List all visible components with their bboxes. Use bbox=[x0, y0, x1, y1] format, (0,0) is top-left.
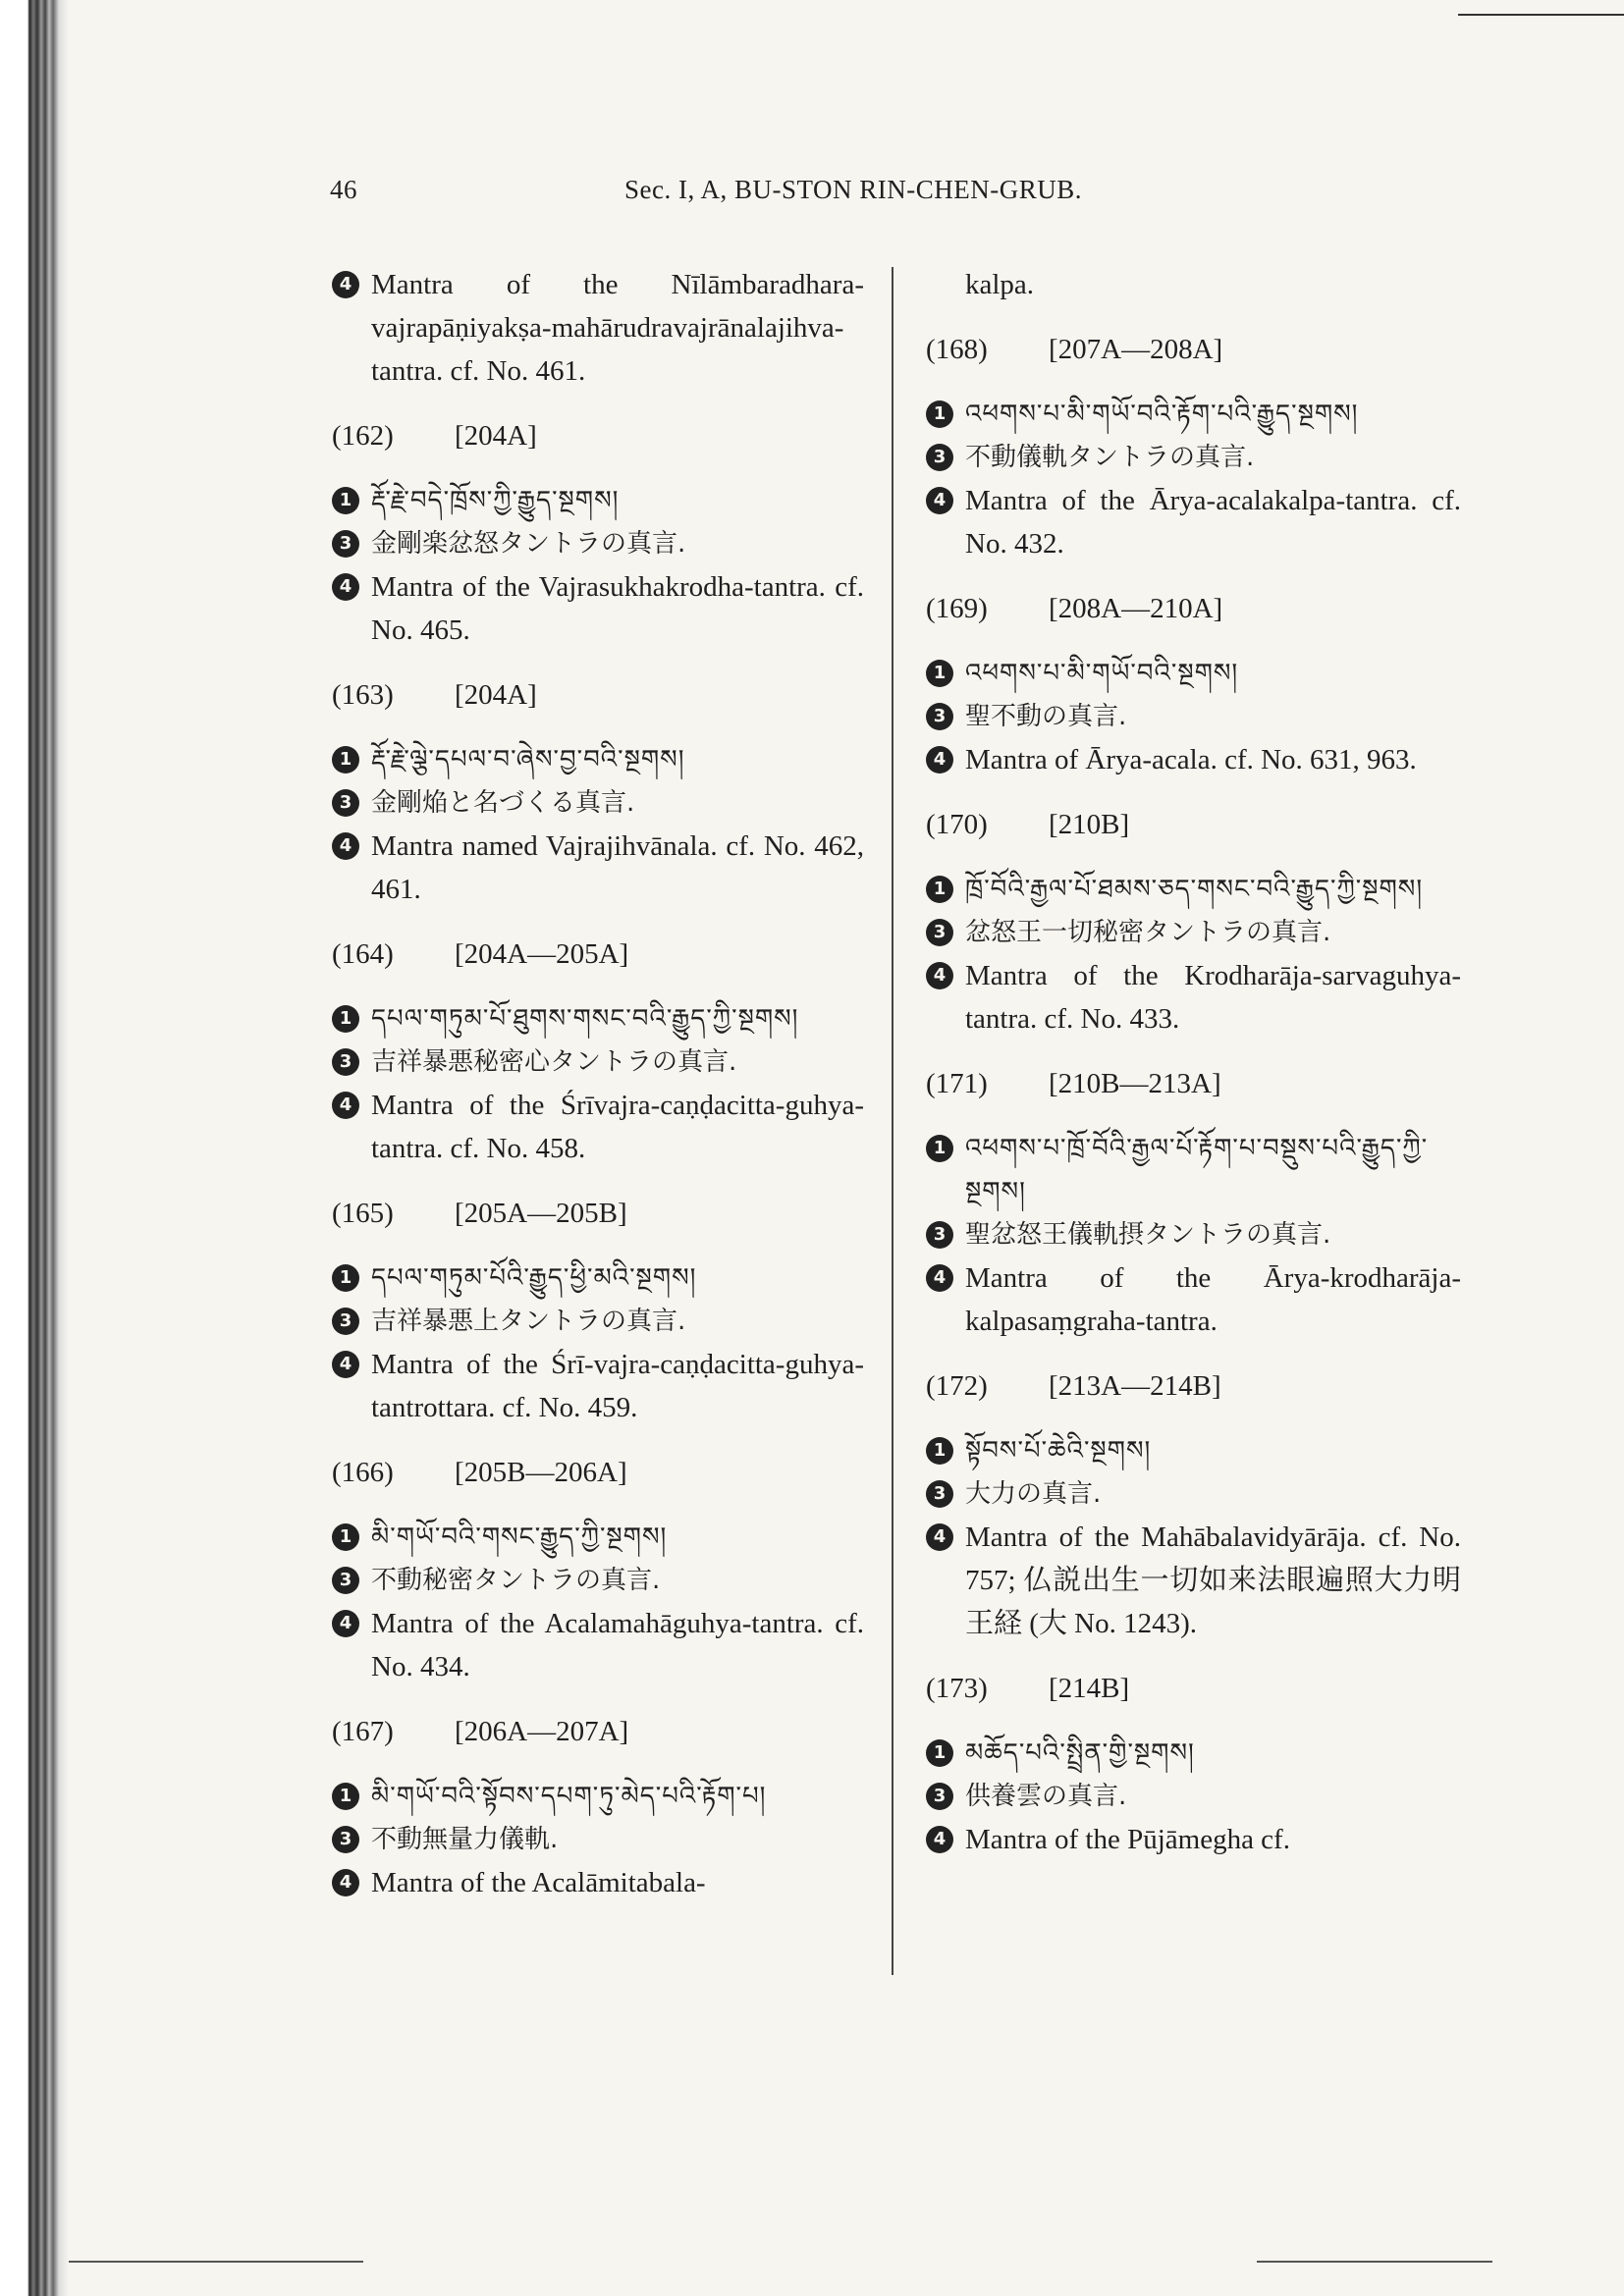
english-marker-icon: 4 bbox=[926, 487, 953, 514]
catalog-entry bbox=[332, 414, 864, 652]
entry-heading bbox=[926, 328, 1461, 371]
entry-heading bbox=[926, 1062, 1461, 1105]
english-line bbox=[332, 1861, 864, 1904]
tibetan-text: དཔལ་གཏུམ་པོའི་རྒྱུད་ཕྱི་མའི་སྔགས། bbox=[371, 1263, 697, 1293]
tibetan-marker-icon: 1 bbox=[332, 1523, 359, 1551]
japanese-line bbox=[926, 1775, 1461, 1818]
tibetan-marker-icon: 1 bbox=[332, 1005, 359, 1033]
entry-number: (164) bbox=[332, 938, 394, 970]
bottom-rule-right bbox=[1257, 2261, 1492, 2263]
bottom-rule-left bbox=[69, 2261, 363, 2263]
tibetan-line bbox=[332, 1775, 864, 1818]
catalog-entry bbox=[926, 803, 1461, 1041]
tibetan-marker-icon: 1 bbox=[926, 1739, 953, 1767]
japanese-marker-icon: 3 bbox=[926, 703, 953, 730]
tibetan-marker-icon: 1 bbox=[926, 1135, 953, 1162]
entry-heading bbox=[332, 1192, 864, 1235]
japanese-marker-icon: 3 bbox=[332, 530, 359, 558]
page-edge-rule bbox=[1458, 14, 1624, 16]
japanese-line bbox=[332, 1818, 864, 1861]
japanese-line bbox=[926, 1213, 1461, 1256]
english-marker-icon: 4 bbox=[332, 1351, 359, 1378]
entry-heading bbox=[926, 1667, 1461, 1710]
japanese-marker-icon: 3 bbox=[926, 1783, 953, 1810]
japanese-line bbox=[332, 1041, 864, 1084]
entry-number: (173) bbox=[926, 1673, 988, 1704]
tibetan-text: རྡོ་རྗེ་བདེ་ཁྲོས་ཀྱི་རྒྱུད་སྔགས། bbox=[371, 486, 620, 515]
catalog-entry bbox=[926, 1062, 1461, 1343]
japanese-line bbox=[332, 781, 864, 825]
tibetan-marker-icon: 1 bbox=[926, 660, 953, 687]
catalog-entry bbox=[926, 1364, 1461, 1645]
entry-heading bbox=[926, 803, 1461, 846]
entry-number: (167) bbox=[332, 1716, 394, 1747]
english-text: Mantra of the Krodharāja-sarvaguhya-tantra. cf. No. 433. bbox=[965, 960, 1461, 1035]
english-line bbox=[926, 954, 1461, 1041]
japanese-marker-icon: 3 bbox=[926, 1221, 953, 1249]
japanese-marker-icon: 3 bbox=[332, 789, 359, 817]
tibetan-line bbox=[332, 738, 864, 781]
folio-range: [207A—208A] bbox=[1049, 334, 1223, 365]
tibetan-line bbox=[926, 652, 1461, 695]
japanese-marker-icon: 3 bbox=[926, 919, 953, 946]
english-text: Mantra of Ārya-acala. cf. No. 631, 963. bbox=[965, 744, 1417, 775]
english-text: Mantra of the Śrīvajra-caṇḍacitta-guhya-tantra. cf. No. 458. bbox=[371, 1090, 864, 1164]
page-number: 46 bbox=[330, 175, 357, 204]
column-divider bbox=[892, 267, 893, 1975]
japanese-line bbox=[926, 695, 1461, 738]
english-marker-icon: 4 bbox=[926, 746, 953, 774]
entry-heading bbox=[926, 587, 1461, 630]
japanese-text: 吉祥暴悪上タントラの真言. bbox=[371, 1307, 686, 1336]
folio-range: [205A—205B] bbox=[455, 1198, 627, 1229]
entry-number: (163) bbox=[332, 679, 394, 711]
english-marker-icon: 4 bbox=[926, 962, 953, 989]
continued-entry bbox=[332, 263, 864, 393]
japanese-text: 金剛楽忿怒タントラの真言. bbox=[371, 529, 686, 559]
english-line bbox=[332, 1084, 864, 1170]
english-line bbox=[926, 1516, 1461, 1645]
japanese-text: 吉祥暴悪秘密心タントラの真言. bbox=[371, 1047, 737, 1077]
english-marker-icon: 4 bbox=[332, 1092, 359, 1119]
english-text: Mantra named Vajrajihvānala. cf. No. 462, 461. bbox=[371, 830, 864, 905]
english-marker-icon: 4 bbox=[332, 1869, 359, 1896]
tibetan-marker-icon: 1 bbox=[926, 1437, 953, 1465]
japanese-text: 聖忿怒王儀軌摂タントラの真言. bbox=[965, 1220, 1331, 1250]
english-marker-icon: 4 bbox=[332, 271, 359, 298]
english-text: Mantra of the Mahābalavidyārāja. cf. No. 757; 仏説出生一切如来法眼遍照大力明王経 (大 No. 1243). bbox=[965, 1522, 1461, 1639]
entry-heading bbox=[332, 414, 864, 457]
japanese-text: 不動秘密タントラの真言. bbox=[371, 1566, 661, 1595]
japanese-line bbox=[926, 436, 1461, 479]
tibetan-line bbox=[332, 1516, 864, 1559]
japanese-text: 供養雲の真言. bbox=[965, 1782, 1127, 1811]
tibetan-marker-icon: 1 bbox=[332, 1783, 359, 1810]
japanese-text: 忿怒王一切秘密タントラの真言. bbox=[965, 918, 1331, 947]
entry-heading bbox=[332, 673, 864, 717]
english-text: kalpa. bbox=[965, 269, 1035, 300]
english-marker-icon: 4 bbox=[926, 1523, 953, 1551]
japanese-line bbox=[332, 1559, 864, 1602]
tibetan-line bbox=[926, 1429, 1461, 1472]
entry-heading bbox=[332, 1710, 864, 1753]
folio-range: [210B—213A] bbox=[1049, 1068, 1221, 1099]
japanese-line bbox=[926, 1472, 1461, 1516]
running-header bbox=[330, 175, 1459, 214]
tibetan-line bbox=[926, 393, 1461, 436]
tibetan-text: མཆོད་པའི་སྤྲིན་གྱི་སྔགས། bbox=[965, 1738, 1195, 1768]
catalog-entry bbox=[332, 1451, 864, 1688]
english-text: Mantra of the Ārya-acalakalpa-tantra. cf. No. 432. bbox=[965, 485, 1461, 560]
right-column bbox=[926, 263, 1461, 1883]
japanese-text: 聖不動の真言. bbox=[965, 702, 1127, 731]
entry-number: (166) bbox=[332, 1457, 394, 1488]
english-line bbox=[926, 1818, 1461, 1861]
folio-range: [204A] bbox=[455, 679, 537, 711]
entry-heading bbox=[926, 1364, 1461, 1408]
folio-range: [205B—206A] bbox=[455, 1457, 627, 1488]
japanese-marker-icon: 3 bbox=[926, 1480, 953, 1508]
entry-number: (170) bbox=[926, 809, 988, 840]
continued-entry bbox=[926, 263, 1461, 306]
tibetan-line bbox=[926, 868, 1461, 911]
japanese-marker-icon: 3 bbox=[926, 444, 953, 471]
japanese-marker-icon: 3 bbox=[332, 1567, 359, 1594]
folio-range: [206A—207A] bbox=[455, 1716, 629, 1747]
english-marker-icon: 4 bbox=[332, 573, 359, 601]
english-marker-icon: 4 bbox=[332, 1610, 359, 1637]
folio-range: [204A—205A] bbox=[455, 938, 629, 970]
english-line bbox=[926, 738, 1461, 781]
english-marker-icon: 4 bbox=[926, 1826, 953, 1853]
tibetan-marker-icon: 1 bbox=[926, 876, 953, 903]
tibetan-text: རྡོ་རྗེ་ལྕེ་དཔལ་བ་ཞེས་བྱ་བའི་སྔགས། bbox=[371, 745, 685, 774]
entry-number: (162) bbox=[332, 420, 394, 452]
tibetan-text: འཕགས་པ་ཁྲོ་བོའི་རྒྱལ་པོ་རྟོག་པ་བསྡུས་པའི་རྒྱུད་ཀྱི་སྔགས། bbox=[965, 1134, 1429, 1206]
tibetan-line bbox=[332, 479, 864, 522]
tibetan-line bbox=[926, 1732, 1461, 1775]
book-spine-shadow bbox=[0, 0, 69, 2296]
tibetan-text: དཔལ་གཏུམ་པོ་ཐུགས་གསང་བའི་རྒྱུད་ཀྱི་སྔགས། bbox=[371, 1004, 799, 1034]
english-line bbox=[926, 1256, 1461, 1343]
english-marker-icon: 4 bbox=[926, 1264, 953, 1292]
japanese-text: 金剛焔と名づくる真言. bbox=[371, 788, 635, 818]
tibetan-text: ཁྲོ་བོའི་རྒྱལ་པོ་ཐམས་ཅད་གསང་བའི་རྒྱུད་ཀྱི་སྔགས། bbox=[965, 875, 1424, 904]
japanese-line bbox=[332, 1300, 864, 1343]
folio-range: [204A] bbox=[455, 420, 537, 452]
folio-range: [210B] bbox=[1049, 809, 1130, 840]
english-line bbox=[926, 479, 1461, 565]
folio-range: [208A—210A] bbox=[1049, 593, 1223, 624]
tibetan-line bbox=[332, 997, 864, 1041]
tibetan-line bbox=[926, 1127, 1461, 1213]
entry-number: (168) bbox=[926, 334, 988, 365]
english-text: Mantra of the Śrī-vajra-caṇḍacitta-guhya-tantrottara. cf. No. 459. bbox=[371, 1349, 864, 1423]
entry-heading bbox=[332, 933, 864, 976]
english-text: Mantra of the Acalāmitabala- bbox=[371, 1867, 706, 1898]
english-text: Mantra of the Ārya-krodharāja-kalpasaṃgraha-tantra. bbox=[965, 1262, 1461, 1337]
running-title: Sec. I, A, BU-STON RIN-CHEN-GRUB. bbox=[624, 175, 1082, 204]
entry-number: (165) bbox=[332, 1198, 394, 1229]
japanese-text: 不動無量力儀軌. bbox=[371, 1825, 559, 1854]
japanese-line bbox=[332, 522, 864, 565]
catalog-entry bbox=[926, 1667, 1461, 1861]
japanese-marker-icon: 3 bbox=[332, 1308, 359, 1335]
japanese-marker-icon: 3 bbox=[332, 1048, 359, 1076]
english-marker-icon: 4 bbox=[332, 832, 359, 860]
tibetan-text: འཕགས་པ་མི་གཡོ་བའི་སྔགས། bbox=[965, 659, 1239, 688]
folio-range: [214B] bbox=[1049, 1673, 1130, 1704]
english-line bbox=[332, 1602, 864, 1688]
tibetan-marker-icon: 1 bbox=[332, 487, 359, 514]
catalog-entry bbox=[332, 1710, 864, 1904]
catalog-entry bbox=[332, 1192, 864, 1429]
entry-number: (171) bbox=[926, 1068, 988, 1099]
english-text: Mantra of the Pūjāmegha cf. bbox=[965, 1824, 1290, 1855]
catalog-entry bbox=[926, 587, 1461, 781]
entry-heading bbox=[332, 1451, 864, 1494]
catalog-entry bbox=[332, 933, 864, 1170]
entry-number: (169) bbox=[926, 593, 988, 624]
folio-range: [213A—214B] bbox=[1049, 1370, 1221, 1402]
tibetan-marker-icon: 1 bbox=[332, 1264, 359, 1292]
tibetan-marker-icon: 1 bbox=[926, 400, 953, 428]
tibetan-text: མི་གཡོ་བའི་གསང་རྒྱུད་ཀྱི་སྔགས། bbox=[371, 1522, 668, 1552]
tibetan-line bbox=[332, 1256, 864, 1300]
entry-number: (172) bbox=[926, 1370, 988, 1402]
english-text: Mantra of the Vajrasukhakrodha-tantra. cf. No. 465. bbox=[371, 571, 864, 646]
english-line bbox=[332, 1343, 864, 1429]
japanese-text: 不動儀軌タントラの真言. bbox=[965, 443, 1255, 472]
tibetan-text: སྟོབས་པོ་ཆེའི་སྔགས། bbox=[965, 1436, 1152, 1466]
left-column bbox=[332, 263, 864, 1926]
tibetan-text: མི་གཡོ་བའི་སྟོབས་དཔག་ཏུ་མེད་པའི་རྟོག་པ། bbox=[371, 1782, 767, 1811]
english-line bbox=[332, 825, 864, 911]
english-text: Mantra of the Acalamahāguhya-tantra. cf. No. 434. bbox=[371, 1608, 864, 1682]
tibetan-marker-icon: 1 bbox=[332, 746, 359, 774]
english-line bbox=[332, 565, 864, 652]
japanese-text: 大力の真言. bbox=[965, 1479, 1102, 1509]
english-line bbox=[332, 263, 864, 393]
japanese-line bbox=[926, 911, 1461, 954]
catalog-entry bbox=[926, 328, 1461, 565]
catalog-entry bbox=[332, 673, 864, 911]
tibetan-text: འཕགས་པ་མི་གཡོ་བའི་རྟོག་པའི་རྒྱུད་སྔགས། bbox=[965, 400, 1359, 429]
english-text: Mantra of the Nīlāmbaradhara-vajrapāṇiyakṣa-mahārudravajrānalajihva-tantra. cf. No. 461. bbox=[371, 269, 864, 387]
japanese-marker-icon: 3 bbox=[332, 1826, 359, 1853]
